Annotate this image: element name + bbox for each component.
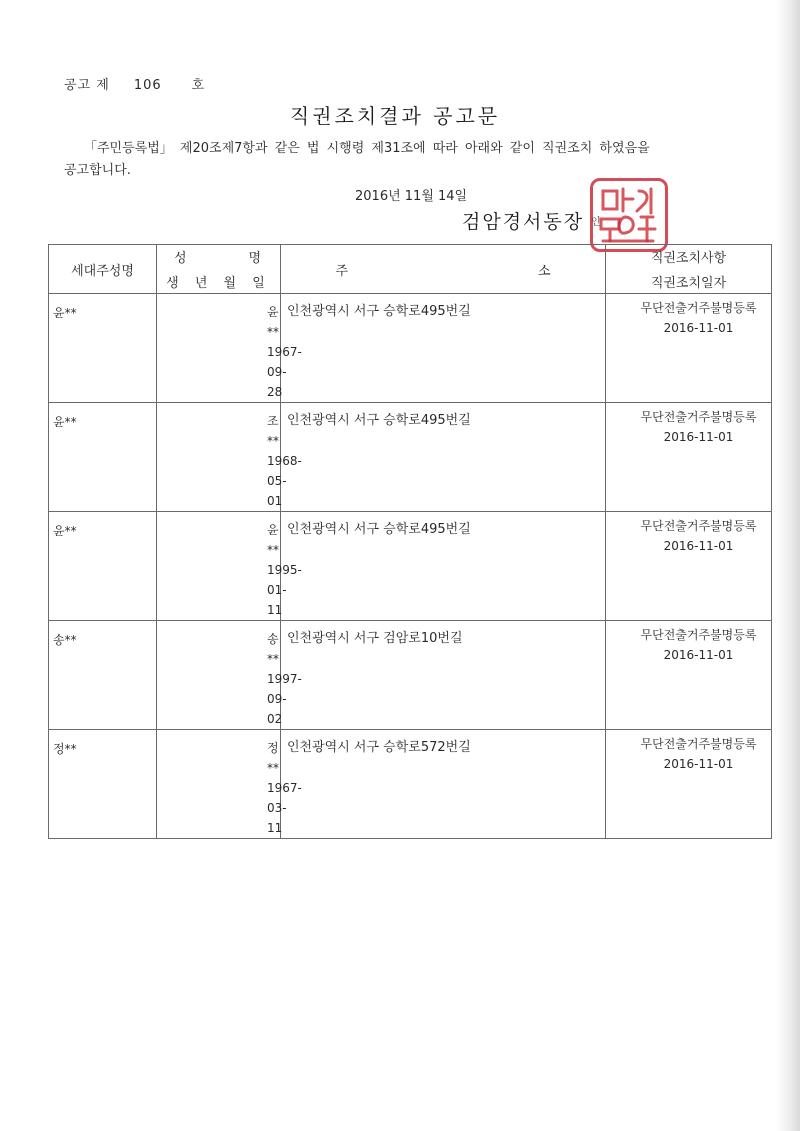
records-table — [48, 244, 772, 839]
cell-birth: 1967-03-11 — [267, 781, 302, 835]
cell-person — [157, 403, 302, 512]
cell-action — [606, 294, 772, 403]
table-row — [49, 512, 772, 621]
notice-body-line-2: 공고합니다. — [64, 163, 131, 178]
cell-person — [157, 621, 302, 730]
cell-household-head: 윤** — [49, 294, 157, 403]
cell-household-head: 윤** — [49, 403, 157, 512]
cell-person — [157, 730, 302, 839]
cell-action-date: 2016-11-01 — [663, 539, 734, 553]
header-address — [281, 245, 606, 294]
header-name — [157, 247, 280, 266]
cell-address: 인천광역시 서구 승학로572번길 — [281, 730, 606, 839]
cell-action — [606, 621, 772, 730]
cell-address: 인천광역시 서구 승학로495번길 — [281, 512, 606, 621]
header-birth: 생 년 월 일 — [166, 276, 271, 291]
cell-action-type: 무단전출거주불명등록 — [640, 628, 757, 642]
cell-name: 조** — [267, 414, 279, 448]
cell-name: 윤** — [267, 523, 279, 557]
table-row — [49, 730, 772, 839]
notice-suffix: 호 — [191, 78, 206, 93]
header-action-date-label: 직권조치일자 — [650, 276, 727, 291]
header-action-label: 직권조치사항 — [650, 251, 727, 266]
notice-number-value: 106 — [133, 78, 162, 93]
header-address-part-2: 소 — [538, 263, 551, 279]
cell-name: 윤** — [267, 305, 279, 339]
header-action — [606, 245, 772, 294]
cell-name: 송** — [267, 632, 279, 666]
notice-body — [64, 138, 724, 182]
cell-action — [606, 512, 772, 621]
cell-birth: 1997-09-02 — [267, 672, 302, 726]
table-row — [49, 294, 772, 403]
cell-person — [157, 294, 302, 403]
seal-mark: 인 — [591, 217, 601, 228]
cell-action — [606, 403, 772, 512]
cell-birth: 1995-01-11 — [267, 563, 302, 617]
page-title: 직권조치결과 공고문 — [289, 104, 501, 128]
cell-action-type: 무단전출거주불명등록 — [640, 301, 757, 315]
header-household-head-label: 세대주성명 — [71, 263, 134, 279]
header-household-head — [49, 245, 157, 294]
cell-action-type: 무단전출거주불명등록 — [640, 410, 757, 424]
cell-action — [606, 730, 772, 839]
table-row — [49, 621, 772, 730]
notice-prefix: 공고 제 — [64, 78, 110, 93]
table-row — [49, 403, 772, 512]
cell-birth: 1967-09-28 — [267, 345, 302, 399]
scan-edge-shadow — [776, 0, 800, 1131]
cell-person — [157, 512, 302, 621]
official-seal — [590, 178, 668, 252]
header-name-part-2: 명 — [248, 251, 264, 266]
notice-number — [64, 74, 205, 93]
notice-body-line-1: 「주민등록법」 제20조제7항과 같은 법 시행령 제31조에 따라 아래와 같이 직권조치 하였음을 — [84, 141, 650, 156]
notice-date: 2016년 11월 14일 — [355, 189, 468, 204]
cell-action-date: 2016-11-01 — [663, 757, 734, 771]
cell-action-date: 2016-11-01 — [663, 321, 734, 335]
cell-household-head: 윤** — [49, 512, 157, 621]
header-name-birth — [157, 245, 281, 294]
cell-name: 정** — [267, 741, 279, 775]
cell-household-head: 송** — [49, 621, 157, 730]
signer-title: 검암경서동장 — [462, 211, 585, 233]
cell-address: 인천광역시 서구 검암로10번길 — [281, 621, 606, 730]
header-address-part-1: 주 — [335, 263, 348, 279]
cell-action-date: 2016-11-01 — [663, 648, 734, 662]
cell-household-head: 정** — [49, 730, 157, 839]
cell-action-date: 2016-11-01 — [663, 430, 734, 444]
cell-action-type: 무단전출거주불명등록 — [640, 737, 757, 751]
cell-action-type: 무단전출거주불명등록 — [640, 519, 757, 533]
cell-address: 인천광역시 서구 승학로495번길 — [281, 294, 606, 403]
cell-birth: 1968-05-01 — [267, 454, 302, 508]
table-header-row — [49, 245, 772, 294]
cell-address: 인천광역시 서구 승학로495번길 — [281, 403, 606, 512]
header-name-part-1: 성 — [173, 251, 189, 266]
